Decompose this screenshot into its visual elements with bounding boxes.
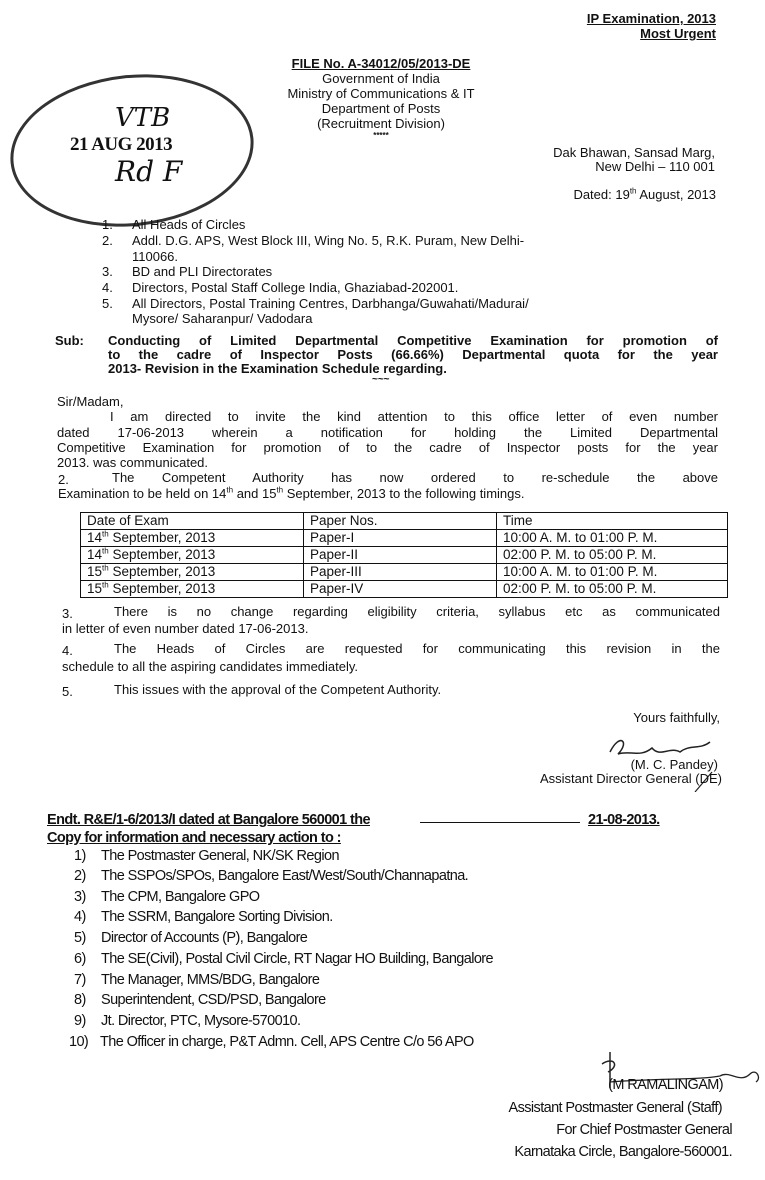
list-number: 1) (74, 848, 86, 864)
table-row (81, 530, 728, 547)
list-item: Superintendent, CSD/PSD, Bangalore (101, 992, 326, 1008)
list-item: The Officer in charge, P&T Admn. Cell, APS Centre C/o 56 APO (100, 1034, 474, 1050)
list-item: The CPM, Bangalore GPO (101, 889, 260, 905)
address-line-1: Dak Bhawan, Sansad Marg, (553, 145, 715, 160)
date-cell: 14th September, 2013 (81, 547, 304, 564)
paragraph-number: 2. (58, 472, 69, 487)
list-number: 5. (102, 296, 113, 311)
date-cell: 14th September, 2013 (81, 530, 304, 547)
signatory-name: (M. C. Pandey) (630, 757, 718, 772)
time-cell: 10:00 A. M. to 01:00 P. M. (497, 564, 728, 581)
paragraph-number: 3. (62, 606, 73, 621)
list-number: 3. (102, 264, 113, 279)
list-number: 5) (74, 930, 86, 946)
table-row (81, 564, 728, 581)
column-header: Date of Exam (81, 513, 304, 530)
list-item: Directors, Postal Staff College India, Ghaziabad-202001. (132, 280, 459, 295)
list-item: The Postmaster General, NK/SK Region (101, 848, 339, 864)
list-number: 3) (74, 889, 86, 905)
letterhead-stars: ***** (373, 131, 389, 140)
list-item: Jt. Director, PTC, Mysore-570010. (101, 1013, 301, 1029)
subject-line: Conducting of Limited Departmental Competitive Examination for promotion of (108, 333, 718, 348)
column-header: Paper Nos. (304, 513, 497, 530)
list-number: 4) (74, 909, 86, 925)
paragraph-line: Examination to be held on 14th and 15th September, 2013 to the following timings. (58, 485, 525, 501)
list-item: Mysore/ Saharanpur/ Vadodara (132, 311, 313, 326)
time-cell: 10:00 A. M. to 01:00 P. M. (497, 530, 728, 547)
paragraph-line: in letter of even number dated 17-06-2013. (62, 621, 309, 636)
paragraph-line: Competitive Examination for promotion of to the cadre of Inspector posts for the year (57, 440, 718, 455)
paper-cell: Paper-II (304, 547, 497, 564)
list-item: Director of Accounts (P), Bangalore (101, 930, 308, 946)
column-header: Time (497, 513, 728, 530)
list-item: The SE(Civil), Postal Civil Circle, RT Nagar HO Building, Bangalore (101, 951, 494, 967)
final-signatory-name: (M RAMALINGAM) (608, 1077, 723, 1093)
stamp-note: Rd F (115, 155, 183, 188)
final-signatory-designation: Assistant Postmaster General (Staff) (508, 1100, 722, 1116)
table-row (81, 547, 728, 564)
paragraph-line: I am directed to invite the kind attention to this office letter of even number (110, 409, 718, 424)
paper-cell: Paper-I (304, 530, 497, 547)
paragraph-line: dated 17-06-2013 wherein a notification for holding the Limited Departmental (57, 425, 718, 440)
table-row (81, 581, 728, 598)
list-item: The Manager, MMS/BDG, Bangalore (101, 972, 320, 988)
list-item: The SSPOs/SPOs, Bangalore East/West/South/Channapatna. (101, 868, 469, 884)
exam-reference: IP Examination, 2013 (586, 11, 716, 26)
final-signatory-line: Karnataka Circle, Bangalore-560001. (514, 1144, 732, 1160)
stamp-initials: VTB (115, 103, 171, 133)
letterhead-line: (Recruitment Division) (317, 116, 445, 131)
list-item: All Heads of Circles (132, 217, 246, 232)
exam-schedule-table (80, 512, 728, 598)
time-cell: 02:00 P. M. to 05:00 P. M. (497, 581, 728, 598)
copy-heading: Copy for information and necessary action to : (47, 830, 341, 846)
address-line-2: New Delhi – 110 001 (595, 159, 715, 174)
subject-line: 2013- Revision in the Examination Schedule regarding. (108, 361, 447, 376)
paragraph-line: The Heads of Circles are requested for communicating this revision in the (114, 641, 720, 656)
list-number: 2) (74, 868, 86, 884)
list-item: BD and PLI Directorates (132, 264, 273, 279)
paragraph-line: There is no change regarding eligibility criteria, syllabus etc as communicated (114, 604, 720, 619)
list-number: 4. (102, 280, 113, 295)
dated: Dated: 19th August, 2013 (573, 186, 716, 202)
letterhead-line: Government of India (322, 71, 440, 86)
list-item: All Directors, Postal Training Centres, Darbhanga/Guwahati/Madurai/ (132, 296, 529, 311)
list-number: 1. (102, 217, 113, 232)
salutation: Sir/Madam, (57, 394, 124, 409)
date-cell: 15th September, 2013 (81, 564, 304, 581)
stamp-date: 21 AUG 2013 (70, 134, 173, 155)
table-header-row (81, 513, 728, 530)
list-number: 2. (102, 233, 113, 248)
subject-label: Sub: (55, 333, 84, 348)
paragraph-line: The Competent Authority has now ordered to re-schedule the above (112, 470, 718, 485)
endorsement-reference: Endt. R&E/1-6/2013/I dated at Bangalore 560001 the (47, 812, 370, 828)
date-blank-line (420, 822, 580, 823)
list-number: 8) (74, 992, 86, 1008)
signatory-designation: Assistant Director General (DE) (539, 771, 722, 786)
list-number: 9) (74, 1013, 86, 1029)
divider: ~~~ (372, 374, 390, 385)
paragraph-number: 4. (62, 643, 73, 658)
letterhead (231, 56, 531, 141)
paper-cell: Paper-IV (304, 581, 497, 598)
paragraph-number: 5. (62, 684, 73, 699)
paragraph-line: schedule to all the aspiring candidates immediately. (62, 659, 359, 674)
list-item: 110066. (132, 249, 179, 264)
letterhead-line: Ministry of Communications & IT (287, 86, 475, 101)
letterhead-line: Department of Posts (321, 101, 441, 116)
final-signatory-line: For Chief Postmaster General (556, 1122, 732, 1138)
time-cell: 02:00 P. M. to 05:00 P. M. (497, 547, 728, 564)
paper-cell: Paper-III (304, 564, 497, 581)
paragraph-line: This issues with the approval of the Competent Authority. (114, 682, 442, 697)
paragraph-line: 2013. was communicated. (57, 455, 209, 470)
list-item: Addl. D.G. APS, West Block III, Wing No. 5, R.K. Puram, New Delhi- (132, 233, 525, 248)
list-number: 10) (69, 1034, 89, 1050)
file-number: FILE No. A-34012/05/2013-DE (291, 56, 471, 71)
list-item: The SSRM, Bangalore Sorting Division. (101, 909, 333, 925)
subject-line: to the cadre of Inspector Posts (66.66%) Departmental quota for the year (108, 347, 718, 362)
closing: Yours faithfully, (633, 710, 720, 725)
date-cell: 15th September, 2013 (81, 581, 304, 598)
list-number: 6) (74, 951, 86, 967)
priority-label: Most Urgent (640, 26, 716, 41)
list-number: 7) (74, 972, 86, 988)
endorsement-date: 21-08-2013. (588, 812, 660, 828)
